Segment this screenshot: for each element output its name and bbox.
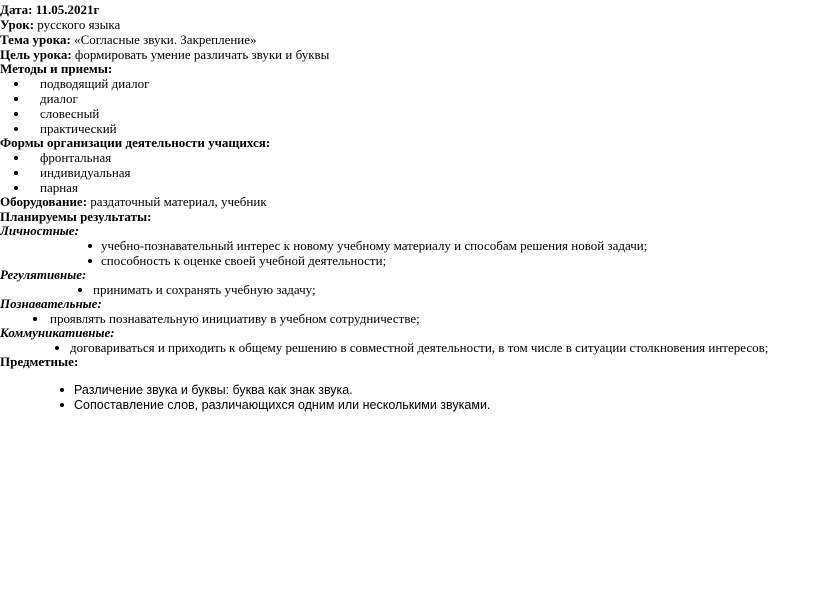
bullet-icon [33, 317, 37, 321]
date-line [0, 2, 99, 17]
results-heading: Планируемы результаты: [0, 209, 152, 224]
cognitive-heading: Познавательные: [0, 296, 102, 311]
communicative-heading: Коммуникативные: [0, 325, 115, 340]
cognitive-item: проявлять познавательную инициативу в учебном сотрудничестве; [33, 311, 37, 326]
regulatory-item: принимать и сохранять учебную задачу; [78, 282, 82, 297]
bullet-icon [14, 97, 18, 101]
bullet-icon [14, 156, 18, 160]
bullet-icon [88, 259, 92, 263]
forms-heading: Формы организации деятельности учащихся: [0, 135, 271, 150]
methods-heading: Методы и приемы: [0, 61, 113, 76]
subject-item: Сопоставление слов, различающихся одним или несколькими звуками. [60, 398, 64, 413]
bullet-icon [14, 127, 18, 131]
topic-line [0, 32, 257, 47]
forms-item: парная [14, 180, 18, 195]
topic-label: Тема урока: [0, 32, 71, 47]
subject-heading: Предметные: [0, 354, 79, 369]
topic-value: «Согласные звуки. Закрепление» [74, 32, 257, 47]
equipment-value: раздаточный материал, учебник [90, 194, 267, 209]
subject-item: Различение звука и буквы: буква как знак звука. [60, 383, 64, 398]
methods-item: подводящий диалог [14, 76, 18, 91]
goal-label: Цель урока: [0, 47, 72, 62]
personal-heading: Личностные: [0, 223, 79, 238]
bullet-icon [14, 186, 18, 190]
equipment-line [0, 194, 267, 209]
regulatory-heading: Регулятивные: [0, 267, 87, 282]
goal-value: формировать умение различать звуки и буквы [74, 47, 330, 62]
goal-line [0, 47, 329, 62]
personal-item: способность к оценке своей учебной деятельности; [88, 253, 92, 268]
forms-item: фронтальная [14, 150, 18, 165]
forms-item: индивидуальная [14, 165, 18, 180]
methods-item: диалог [14, 91, 18, 106]
lesson-line [0, 17, 120, 32]
date-value: 11.05.2021г [35, 2, 100, 17]
bullet-icon [88, 244, 92, 248]
bullet-icon [14, 112, 18, 116]
methods-item: словесный [14, 106, 18, 121]
date-label: Дата: [0, 2, 33, 17]
communicative-item: договариваться и приходить к общему решению в совместной деятельности, в том числе в ситуации столкновения интересов; [55, 340, 59, 355]
bullet-icon [60, 403, 64, 407]
lesson-value: русского языка [37, 17, 121, 32]
personal-item: учебно-познавательный интерес к новому учебному материалу и способам решения новой задачи; [88, 238, 92, 253]
bullet-icon [60, 388, 64, 392]
methods-item: практический [14, 121, 18, 136]
lesson-label: Урок: [0, 17, 35, 32]
bullet-icon [55, 346, 59, 350]
bullet-icon [14, 171, 18, 175]
equipment-label: Оборудование: [0, 194, 88, 209]
bullet-icon [14, 82, 18, 86]
bullet-icon [78, 288, 82, 292]
